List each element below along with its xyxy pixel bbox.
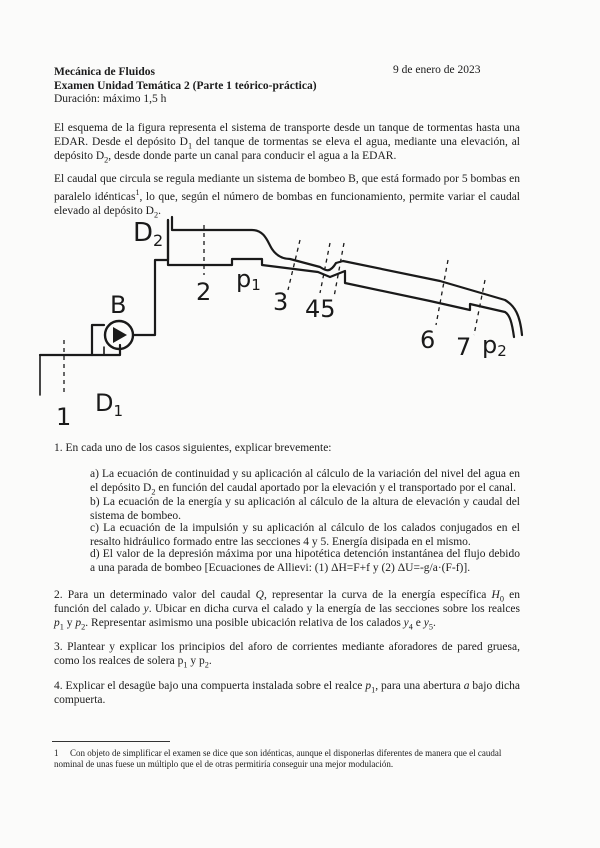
channel-bottom bbox=[168, 220, 514, 337]
question-2: 2. Para un determinado valor del caudal Q, representar la curva de la energía específica $H_0$ en función del calado y. Ubicar en dicha curva el calado y la energía de las secciones sobre los realces $p_1$ y $p_2$. Representar asimismo una posible ubicación relativa de los calados $y_4$ e $y_5$. bbox=[54, 589, 520, 632]
section-label-1: 1 bbox=[56, 403, 72, 431]
section-line-5 bbox=[334, 243, 344, 297]
course-title: Mecánica de Fluidos bbox=[54, 66, 155, 78]
exam-duration: Duración: máximo 1,5 h bbox=[54, 93, 167, 105]
question-1c: c) La ecuación de la impulsión y su aplicación al cálculo de los calados conjugados en el resalto hidráulico formado entre las secciones 4 y 5. Energía disipada en el mismo. bbox=[90, 522, 520, 548]
question-1b: b) La ecuación de la energía y su aplicación al cálculo de la altura de elevación y caudal del sistema de bombeo. bbox=[90, 496, 520, 522]
deposit-d1-outline bbox=[40, 345, 120, 355]
label-d2: D2 bbox=[133, 218, 164, 250]
system-schematic bbox=[0, 205, 600, 435]
footnote-divider bbox=[52, 741, 170, 742]
question-3: 3. Plantear y explicar los principios del aforo de corrientes mediante aforadores de pared gruesa, como los realces de solera $p_1$ y $p_2$. bbox=[54, 641, 520, 670]
section-label-45: 45 bbox=[305, 295, 336, 323]
exam-header bbox=[54, 66, 317, 107]
intro-paragraph-1: El esquema de la figura representa el sistema de transporte desde un tanque de tormentas hasta una EDAR. Desde el depósito $D_1$ del tanque de tormentas se eleva el agua, mediante una elevación, al depósito $D_2$, desde donde parte un canal para conducir el agua a la EDAR. bbox=[54, 122, 520, 165]
question-1-intro: 1. En cada uno de los casos siguientes, explicar brevemente: bbox=[54, 442, 332, 454]
section-line-6 bbox=[436, 260, 448, 325]
label-p2: p2 bbox=[482, 331, 507, 360]
footnote-ref: 1 bbox=[135, 188, 140, 197]
label-p1: p1 bbox=[236, 265, 261, 294]
section-label-7: 7 bbox=[456, 333, 472, 361]
section-label-2: 2 bbox=[196, 278, 212, 306]
exam-title: Examen Unidad Temática 2 (Parte 1 teórico-práctica) bbox=[54, 79, 317, 92]
question-4: 4. Explicar el desagüe bajo una compuerta instalada sobre el realce $p_1$, para una abertura a bajo dicha compuerta. bbox=[54, 680, 521, 706]
label-d1: $D_1$ bbox=[95, 389, 124, 420]
question-1a: a) La ecuación de continuidad y su aplicación al cálculo de la variación del nivel del agua en el depósito $D_2$ en función del caudal aportado por la elevación y el transportado por el canal. bbox=[90, 468, 520, 497]
suction-pipe bbox=[92, 325, 104, 355]
exam-date: 9 de enero de 2023 bbox=[393, 64, 481, 76]
footnote-text: Con objeto de simplificar el examen se dice que son idénticas, aunque el disponerlas diferentes de manera que el caudal nominal de unas fuese un múltiplo que el de otras permitiría conseguir una mejor modulación. bbox=[54, 748, 502, 769]
pump-arrow bbox=[113, 327, 127, 343]
section-label-6: 6 bbox=[420, 326, 436, 354]
intro-paragraph-2: El caudal que circula se regula mediante un sistema de bombeo B, que está formado por 5 bombas en paralelo idénticas$^1$, lo que, según el número de bombas en funcionamiento, permite variar el caudal elevado al depósito $D_2$. bbox=[54, 173, 520, 220]
channel-top bbox=[172, 217, 522, 335]
question-1d: d) El valor de la depresión máxima por una hipotética detención instantánea del flujo debido a una parada de bombeo [Ecuaciones de Allievi: (1) ΔH=F+f y (2) ΔU=-g/a·(F-f)]. bbox=[90, 548, 520, 574]
footnote bbox=[54, 748, 524, 770]
section-line-3 bbox=[288, 240, 300, 290]
footnote-number: 1 bbox=[54, 748, 59, 758]
label-b: B bbox=[110, 291, 127, 319]
section-label-3: 3 bbox=[273, 288, 289, 316]
